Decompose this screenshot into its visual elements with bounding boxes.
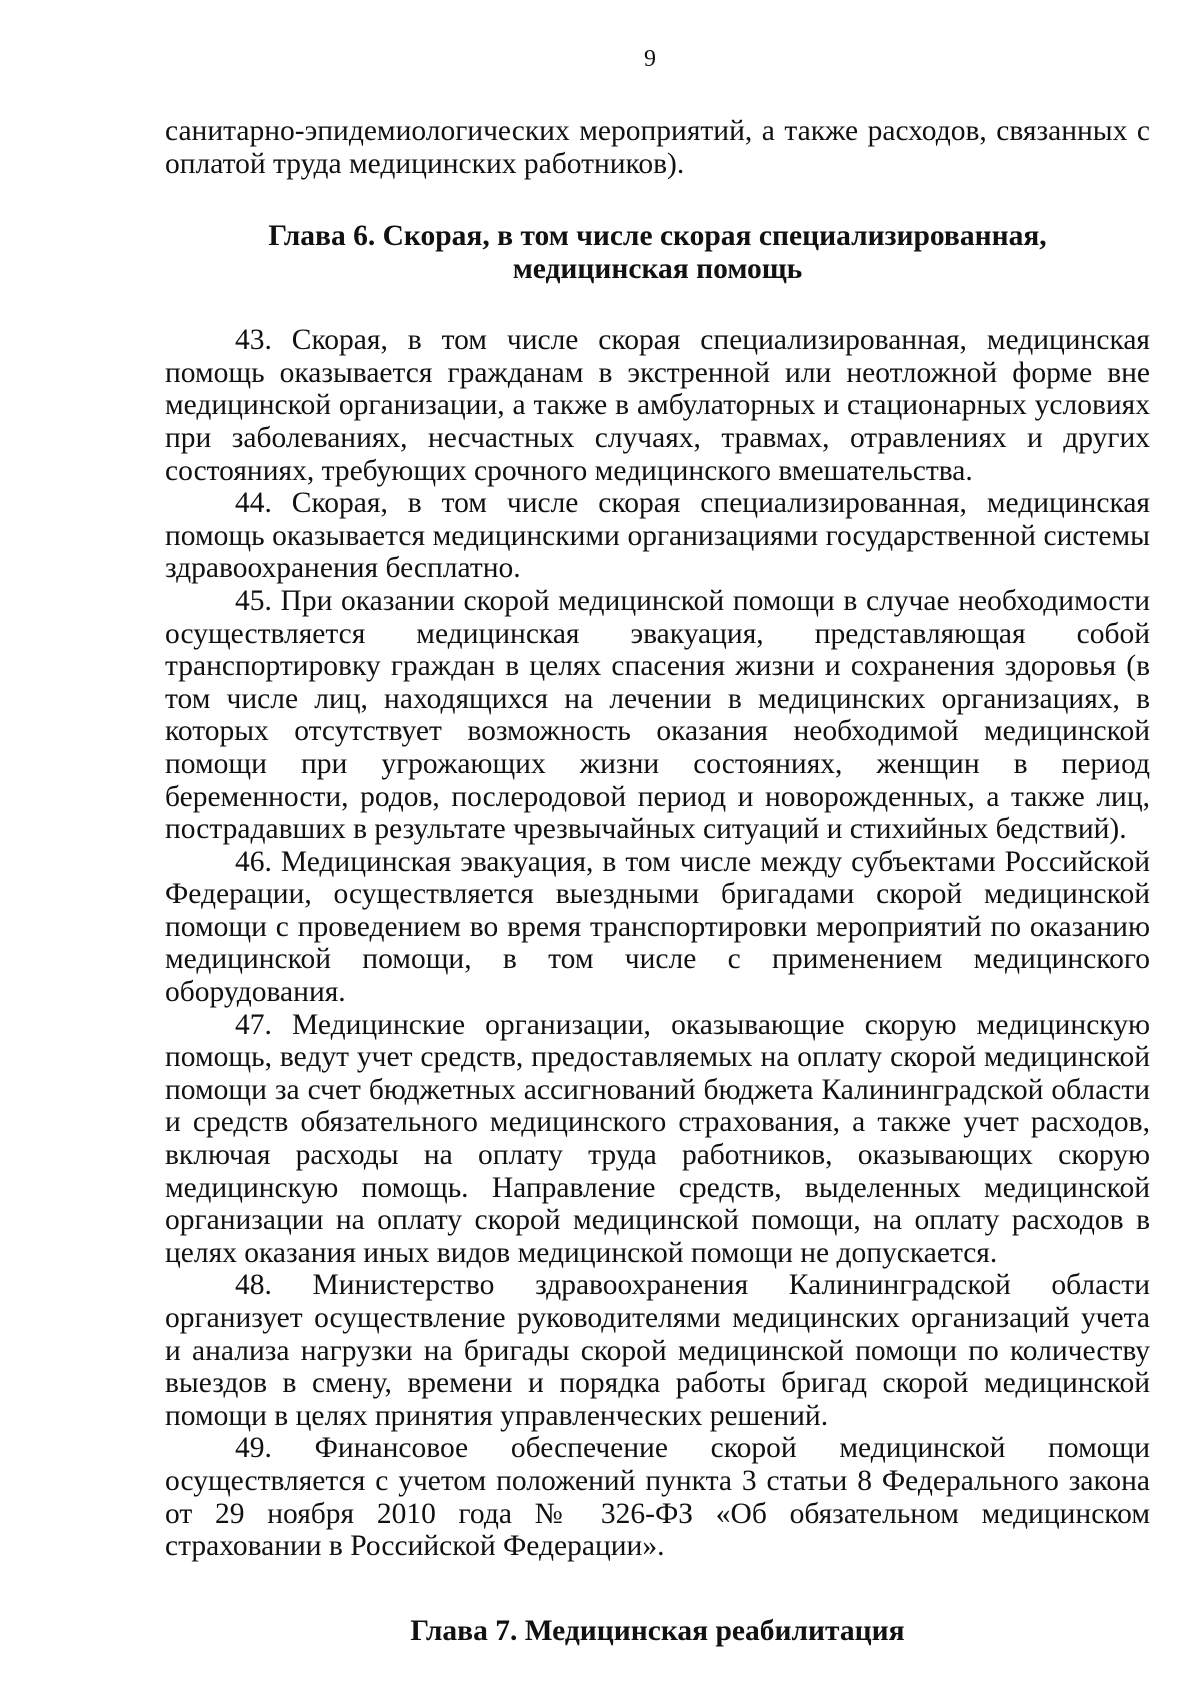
chapter-7-heading: Глава 7. Медицинская реабилитация <box>410 1614 905 1647</box>
paragraph-49: 49. Финансовое обеспечение скорой медицинской помощи осуществляется с учетом положений пункта 3 статьи 8 Федерального закона от 29 ноября 2010 года № 326-ФЗ «Об обязательном медицинском страховании в Российской Федерации». <box>165 1432 1150 1563</box>
paragraph-46: 46. Медицинская эвакуация, в том числе между субъектами Российской Федерации, осуществляется выездными бригадами скорой медицинской помощи с проведением во время транспортировки мероприятий по оказанию медицинской помощи, в том числе с применением медицинского оборудования. <box>165 845 1150 1009</box>
paragraph-45: 45. При оказании скорой медицинской помощи в случае необходимости осуществляется медицинская эвакуация, представляющая собой транспортировку граждан в целях спасения жизни и сохранения здоровья (в том числе лиц, находящихся на лечении в медицинских организациях, в которых отсутствует возможность оказания необходимой медицинской помощи при угрожающих жизни состояниях, женщин в период беременности, родов, послеродовой период и новорожденных, а также лиц, пострадавших в результате чрезвычайных ситуаций и стихийных бедствий). <box>165 584 1150 846</box>
chapter-6-title-line-1: Глава 6. Скорая, в том числе скорая специализированная, <box>268 220 1047 253</box>
paragraph-43: 43. Скорая, в том числе скорая специализированная, медицинская помощь оказывается гражданам в экстренной или неотложной форме вне медицинской организации, а также в амбулаторных и стационарных условиях при заболеваниях, несчастных случаях, травмах, отравлениях и других состояниях, требующих срочного медицинского вмешательства. <box>165 324 1150 487</box>
chapter-6-title-line-2: медицинская помощь <box>512 253 803 286</box>
paragraph-47: 47. Медицинские организации, оказывающие скорую медицинскую помощь, ведут учет средств, предоставляемых на оплату скорой медицинской помощи за счет бюджетных ассигнований бюджета Калининградской области и средств обязательного медицинского страхования, а также учет расходов, включая расходы на оплату труда работников, оказывающих скорую медицинскую помощь. Направление средств, выделенных медицинской организации на оплату скорой медицинской помощи, на оплату расходов в целях оказания иных видов медицинской помощи не допускается. <box>165 1008 1150 1269</box>
intro-fragment: санитарно-эпидемиологических мероприятий, а также расходов, связанных с оплатой труда медицинских работников). <box>165 115 1150 180</box>
paragraph-44: 44. Скорая, в том числе скорая специализированная, медицинская помощь оказывается медицинскими организациями государственной системы здравоохранения бесплатно. <box>165 487 1150 585</box>
paragraph-48: 48. Министерство здравоохранения Калининградской области организует осуществление руководителями медицинских организаций учета и анализа нагрузки на бригады скорой медицинской помощи по количеству выездов в смену, времени и порядка работы бригад скорой медицинской помощи в целях принятия управленческих решений. <box>165 1269 1150 1432</box>
page-number: 9 <box>644 46 656 72</box>
document-body <box>165 115 1150 1648</box>
chapter-6-heading <box>165 220 1150 286</box>
